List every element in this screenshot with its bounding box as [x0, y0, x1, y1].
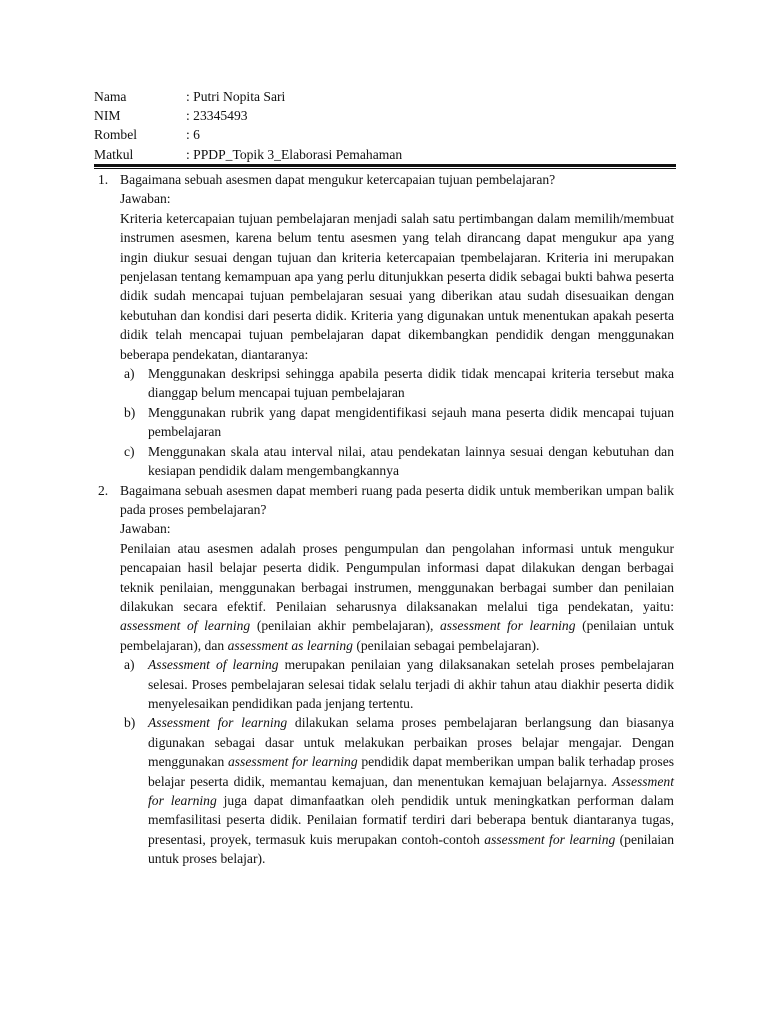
text-run: (penilaian untuk pembelajaran), dan — [120, 618, 674, 653]
answer-label: Jawaban: — [120, 521, 171, 537]
list-item-a — [120, 655, 674, 713]
document-body — [94, 170, 674, 869]
header-label: Rombel — [94, 127, 138, 143]
header-value: : PPDP_Topik 3_Elaborasi Pemahaman — [186, 146, 403, 162]
text-run: (penilaian sebagai pembelajaran). — [352, 637, 540, 653]
list-letter: c) — [124, 443, 135, 459]
list-item-b — [120, 403, 674, 442]
text-run: juga dapat dimanfaatkan oleh pendidik untuk meningkatkan performan dalam memfasilitasi peserta didik. Penilaian formatif terdiri dari beberapa bentuk diantaranya tugas, presentasi, proyek, termasuk kuis merupakan contoh-contoh — [148, 793, 674, 847]
header-divider — [94, 164, 676, 169]
text-run: dilakukan selama proses pembelajaran berlangsung dan biasanya digunakan sebagai dasar untuk melakukan perbaikan proses belajar mengajar. Dengan menggunakan — [148, 715, 674, 770]
italic-term: Assessment for learning — [148, 773, 674, 808]
italic-term: assessment as learning — [227, 637, 353, 653]
question-number: 2. — [98, 482, 109, 498]
question-number: 1. — [98, 172, 109, 187]
list-letter: a) — [124, 366, 135, 382]
header-label: NIM — [94, 108, 121, 124]
answer-label: Jawaban: — [120, 191, 171, 207]
header-label: Nama — [94, 89, 127, 104]
italic-term: Assessment of learning — [148, 657, 279, 673]
italic-term: assessment of learning — [120, 618, 251, 634]
question-2 — [94, 481, 674, 869]
header-row-rombel — [94, 125, 674, 144]
header-value: : Putri Nopita Sari — [186, 89, 286, 104]
list-letter: b) — [124, 715, 136, 731]
italic-term: assessment for learning — [484, 831, 616, 847]
italic-term: assessment for learning — [440, 618, 576, 634]
list-item-b — [120, 713, 674, 868]
list-text: Menggunakan rubrik yang dapat mengidentifikasi sejauh mana peserta didik mencapai tujuan pembelajaran — [148, 404, 674, 440]
identity-header — [94, 87, 674, 169]
question-text: Bagaimana sebuah asesmen dapat memberi ruang pada peserta didik untuk memberikan umpan balik pada proses pembelajaran? — [120, 482, 674, 517]
list-letter: b) — [124, 404, 136, 420]
text-run: (penilaian untuk proses belajar). — [148, 831, 674, 867]
header-value: : 23345493 — [186, 108, 248, 124]
text-run: pendidik dapat memberikan umpan balik terhadap proses belajar peserta didik, memantau kemajuan, dan menentukan kemajuan belajarnya. — [148, 754, 675, 789]
answer-paragraph: Kriteria ketercapaian tujuan pembelajaran menjadi salah satu pertimbangan dalam memilih/membuat instrumen asesmen, karena belum tentu asesmen yang telah dirancang dapat mengukur apa yang ingin diukur sesuai dengan tujuan dan kriteria ketercapaian tpembelajaran. Kriteria ini merupakan penjelasan tentang kemampuan apa yang perlu ditunjukkan peserta didik sebagai bukti bahwa peserta didik sudah mencapai tujuan pembelajaran sesuai yang diberikan atau sudah disesuaikan dengan kebutuhan dan kondisi dari peserta didik. Kriteria yang digunakan untuk menentukan apakah peserta didik telah mencapai tujuan pembelajaran dapat dikembangkan pendidik dengan menggunakan beberapa pendekatan, diantaranya: — [120, 210, 674, 362]
text-run: merupakan penilaian yang dilaksanakan setelah proses pembelajaran selesai. Proses pembelajaran selesai tidak selalu terjadi di akhir tahun atau diakhir peserta didik menyelesaikan pendidikan pada jenjang tertentu. — [148, 657, 674, 711]
italic-term: assessment for learning — [227, 754, 358, 770]
text-run: Penilaian atau asesmen adalah proses pengumpulan dan pengolahan informasi untuk mengukur pencapaian hasil belajar peserta didik. Pengumpulan informasi dapat dilakukan dengan berbagai teknik penilaian, menggunakan berbagai instrumen, menggunakan berbagai sumber dan penilaian dilakukan secara efektif. Penilaian seharusnya dilaksanakan melalui tiga pendekatan, yaitu: — [120, 540, 674, 614]
list-letter: a) — [124, 657, 135, 673]
header-row-matkul — [94, 145, 674, 164]
header-value: : 6 — [186, 127, 200, 143]
header-row-nama — [94, 87, 674, 106]
header-row-nim — [94, 106, 674, 125]
list-text: Menggunakan deskripsi sehingga apabila peserta didik tidak mencapai kriteria tersebut maka dianggap belum mencapai tujuan pembelajaran — [148, 366, 674, 401]
question-1 — [94, 170, 674, 481]
text-run: (penilaian akhir pembelajaran), — [250, 618, 440, 634]
question-text: Bagaimana sebuah asesmen dapat mengukur ketercapaian tujuan pembelajaran? — [120, 172, 556, 187]
answer-paragraph — [120, 539, 674, 655]
list-text: Menggunakan skala atau interval nilai, atau pendekatan lainnya sesuai dengan kebutuhan dan kesiapan pendidik dalam mengembangkannya — [148, 443, 674, 479]
list-item-c — [120, 442, 674, 481]
list-item-a — [120, 364, 674, 403]
italic-term: Assessment for learning — [148, 715, 288, 731]
header-label: Matkul — [94, 146, 134, 162]
